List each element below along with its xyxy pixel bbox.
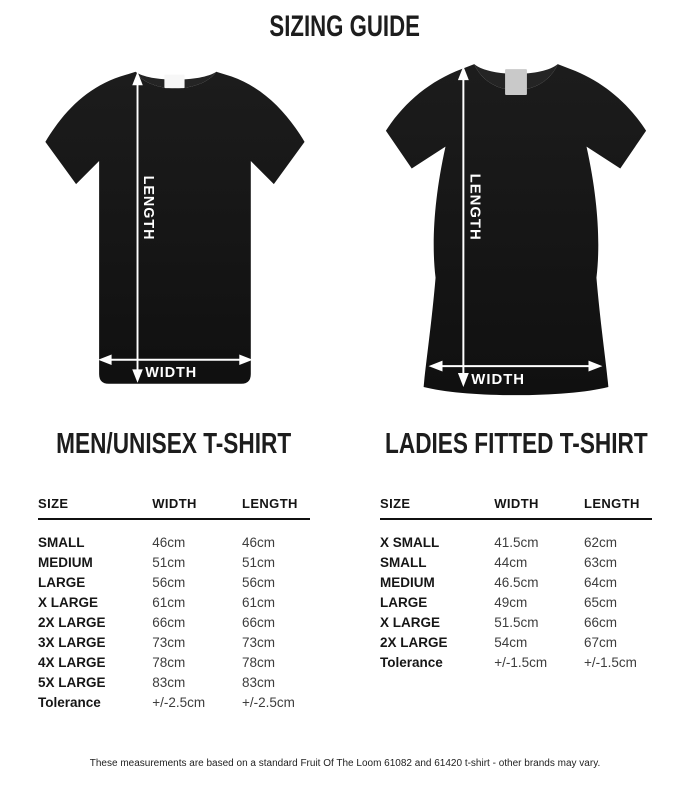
table-row <box>380 613 652 633</box>
columns <box>0 50 690 713</box>
table-row <box>38 653 310 673</box>
men-heading: MEN/UNISEX T-SHIRT <box>56 428 292 460</box>
table-row <box>38 553 310 573</box>
size-cell: 4X LARGE <box>38 655 106 670</box>
table-row <box>380 533 652 553</box>
size-cell: 3X LARGE <box>38 635 106 650</box>
col-header-length: LENGTH <box>241 496 298 511</box>
size-cell: 2X LARGE <box>380 635 448 650</box>
length-cell: 63cm <box>583 555 617 570</box>
size-cell: 2X LARGE <box>38 615 106 630</box>
width-cell: 51.5cm <box>494 615 539 630</box>
size-cell: X LARGE <box>38 595 99 610</box>
table-row <box>38 573 310 593</box>
width-cell: 51cm <box>152 555 186 570</box>
col-header-size: SIZE <box>380 496 411 511</box>
width-cell: 49cm <box>494 595 528 610</box>
length-cell: 67cm <box>583 635 617 650</box>
sizing-guide-page <box>0 10 690 785</box>
ladies-tshirt-graphic <box>372 50 660 418</box>
width-cell: 44cm <box>494 555 528 570</box>
length-cell: 56cm <box>241 575 275 590</box>
length-cell: 66cm <box>241 615 275 630</box>
width-cell: +/-2.5cm <box>152 695 206 710</box>
width-cell: 73cm <box>152 635 186 650</box>
size-cell: SMALL <box>380 555 427 570</box>
width-cell: 46.5cm <box>494 575 539 590</box>
col-header-width: WIDTH <box>494 496 539 511</box>
table-row <box>38 693 310 713</box>
size-cell: LARGE <box>38 575 86 590</box>
men-shirt-box <box>30 50 318 418</box>
table-row <box>38 673 310 693</box>
men-shirt-silhouette <box>45 72 304 384</box>
size-cell: MEDIUM <box>38 555 93 570</box>
ladies-collar-tag-icon <box>505 69 527 95</box>
length-cell: 64cm <box>583 575 617 590</box>
table-row <box>38 533 310 553</box>
ladies-shirt-box <box>372 50 660 418</box>
width-cell: 41.5cm <box>494 535 539 550</box>
table-row <box>38 633 310 653</box>
col-header-width: WIDTH <box>152 496 197 511</box>
footnote: These measurements are based on a standard Fruit Of The Loom 61082 and 61420 t-shirt - other brands may vary. <box>89 758 601 769</box>
men-section <box>38 50 310 713</box>
length-cell: 65cm <box>583 595 617 610</box>
length-cell: 66cm <box>583 615 617 630</box>
size-cell: Tolerance <box>380 655 443 670</box>
ladies-size-table <box>380 496 652 673</box>
length-cell: 61cm <box>241 595 275 610</box>
table-row <box>380 553 652 573</box>
width-cell: +/-1.5cm <box>494 655 548 670</box>
ladies-table-header <box>380 496 652 520</box>
col-header-size: SIZE <box>38 496 69 511</box>
length-cell: 62cm <box>583 535 617 550</box>
width-cell: 54cm <box>494 635 528 650</box>
width-cell: 78cm <box>152 655 186 670</box>
table-row <box>380 593 652 613</box>
ladies-width-label: WIDTH <box>471 371 526 388</box>
size-cell: X LARGE <box>380 615 441 630</box>
length-cell: 78cm <box>241 655 275 670</box>
width-cell: 66cm <box>152 615 186 630</box>
men-tshirt-graphic <box>30 50 318 418</box>
size-cell: LARGE <box>380 595 428 610</box>
table-row <box>380 633 652 653</box>
length-cell: 51cm <box>241 555 275 570</box>
size-cell: SMALL <box>38 535 85 550</box>
length-cell: 83cm <box>241 675 275 690</box>
length-cell: +/-1.5cm <box>583 655 637 670</box>
length-cell: +/-2.5cm <box>241 695 295 710</box>
ladies-heading: LADIES FITTED T-SHIRT <box>384 428 648 460</box>
men-table-rows <box>38 533 310 713</box>
width-cell: 61cm <box>152 595 186 610</box>
ladies-length-label: LENGTH <box>466 173 483 241</box>
table-row <box>380 653 652 673</box>
size-cell: 5X LARGE <box>38 675 106 690</box>
length-cell: 46cm <box>241 535 275 550</box>
table-row <box>38 593 310 613</box>
men-length-label: LENGTH <box>140 175 157 241</box>
ladies-shirt-silhouette <box>386 64 646 395</box>
men-size-table <box>38 496 310 713</box>
page-title: SIZING GUIDE <box>269 10 421 43</box>
width-cell: 56cm <box>152 575 186 590</box>
length-cell: 73cm <box>241 635 275 650</box>
ladies-section <box>380 50 652 713</box>
men-width-label: WIDTH <box>145 365 198 382</box>
size-cell: X SMALL <box>380 535 440 550</box>
width-cell: 83cm <box>152 675 186 690</box>
table-row <box>38 613 310 633</box>
size-cell: MEDIUM <box>380 575 435 590</box>
size-cell: Tolerance <box>38 695 101 710</box>
table-row <box>380 573 652 593</box>
men-table-header <box>38 496 310 520</box>
ladies-table-rows <box>380 533 652 673</box>
men-collar-tag-icon <box>164 75 184 88</box>
col-header-length: LENGTH <box>583 496 640 511</box>
width-cell: 46cm <box>152 535 186 550</box>
